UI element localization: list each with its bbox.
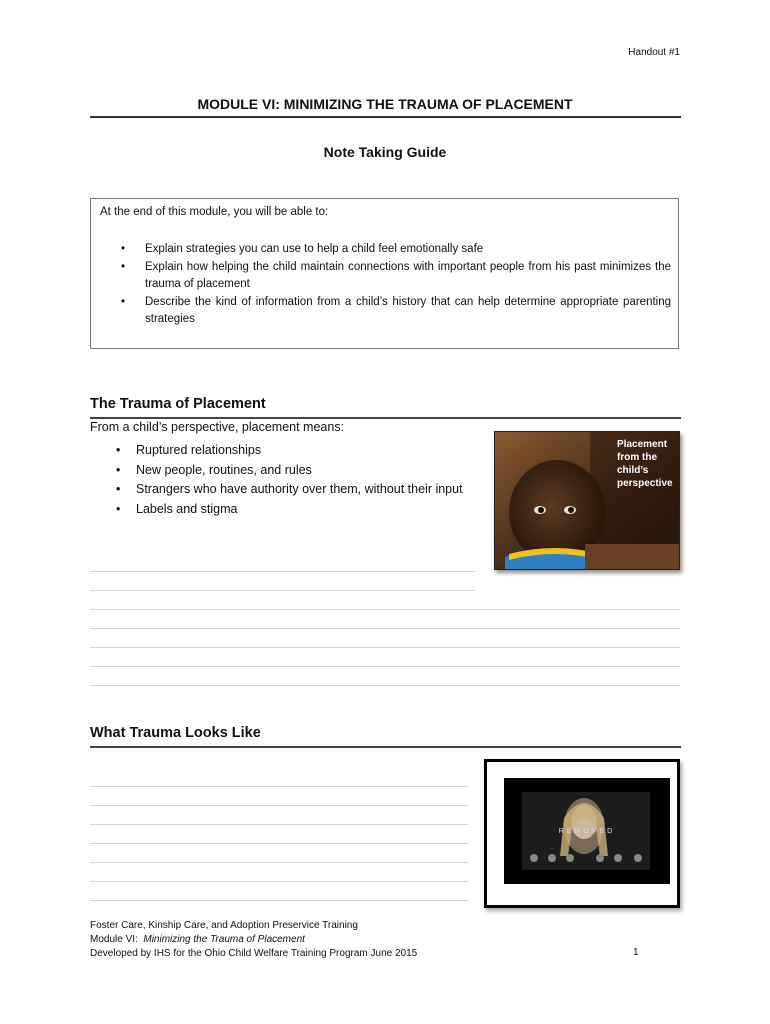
handout-label: Handout #1 <box>628 47 680 58</box>
video-still <box>504 778 670 884</box>
objective-item <box>91 294 680 329</box>
footer-line-2: Module VI: Minimizing the Trauma of Placement <box>90 934 305 945</box>
section-heading-what-trauma-looks-like: What Trauma Looks Like <box>90 725 261 741</box>
photo-caption: Placement from the child’s perspective <box>617 439 673 489</box>
section-rule <box>90 417 681 419</box>
page-subtitle: Note Taking Guide <box>323 144 447 160</box>
note-line <box>90 862 468 863</box>
page-number: 1 <box>633 947 639 958</box>
note-line <box>90 685 680 686</box>
section-heading-trauma-of-placement: The Trauma of Placement <box>90 396 266 412</box>
section1-intro: From a child’s perspective, placement means: <box>90 420 345 434</box>
note-line <box>90 609 680 610</box>
section-rule <box>90 746 681 748</box>
objectives-intro: At the end of this module, you will be able to: <box>100 206 329 218</box>
objectives-list <box>91 241 680 329</box>
placement-means-list <box>90 441 480 519</box>
note-line <box>90 647 680 648</box>
bullet-icon: • <box>121 260 126 273</box>
video-still-frame <box>484 759 680 908</box>
objective-text: Explain how helping the child maintain connections with important people from his past minimizes the trauma of placement <box>145 260 671 290</box>
note-line <box>90 881 468 882</box>
list-item: • Strangers who have authority over them, without their input <box>90 480 480 500</box>
note-line <box>90 824 468 825</box>
bullet-icon: • <box>116 462 121 477</box>
list-item: • Ruptured relationships <box>90 441 480 461</box>
note-line <box>90 628 680 629</box>
objectives-box <box>90 198 679 349</box>
list-item: • Labels and stigma <box>90 500 480 520</box>
note-line <box>90 805 468 806</box>
note-line <box>90 843 468 844</box>
bullet-icon: • <box>116 482 121 496</box>
note-line <box>90 666 680 667</box>
note-line <box>90 571 475 572</box>
footer-line-3: Developed by IHS for the Ohio Child Welfare Training Program June 2015 <box>90 948 418 959</box>
note-line <box>90 590 475 591</box>
footer-module-title: Minimizing the Trauma of Placement <box>143 934 305 945</box>
footer <box>90 919 417 961</box>
objective-text: Explain strategies you can use to help a child feel emotionally safe <box>145 243 484 255</box>
bullet-icon: • <box>121 243 126 255</box>
video-title: REMOVED <box>558 828 616 835</box>
note-line <box>90 900 468 901</box>
objective-item <box>91 259 680 294</box>
page-title: MODULE VI: MINIMIZING THE TRAUMA OF PLACEMENT <box>197 96 573 112</box>
list-item: • New people, routines, and rules <box>90 461 480 481</box>
footer-line-1: Foster Care, Kinship Care, and Adoption Preservice Training <box>90 920 358 931</box>
objective-item <box>91 241 680 259</box>
title-rule <box>90 116 681 118</box>
bullet-icon: • <box>116 501 121 516</box>
bullet-icon: • <box>116 443 121 457</box>
bullet-icon: • <box>121 295 126 308</box>
note-line <box>90 786 468 787</box>
child-photo <box>494 431 680 570</box>
objective-text: Describe the kind of information from a child’s history that can help determine appropriate parenting strategies <box>145 295 671 325</box>
